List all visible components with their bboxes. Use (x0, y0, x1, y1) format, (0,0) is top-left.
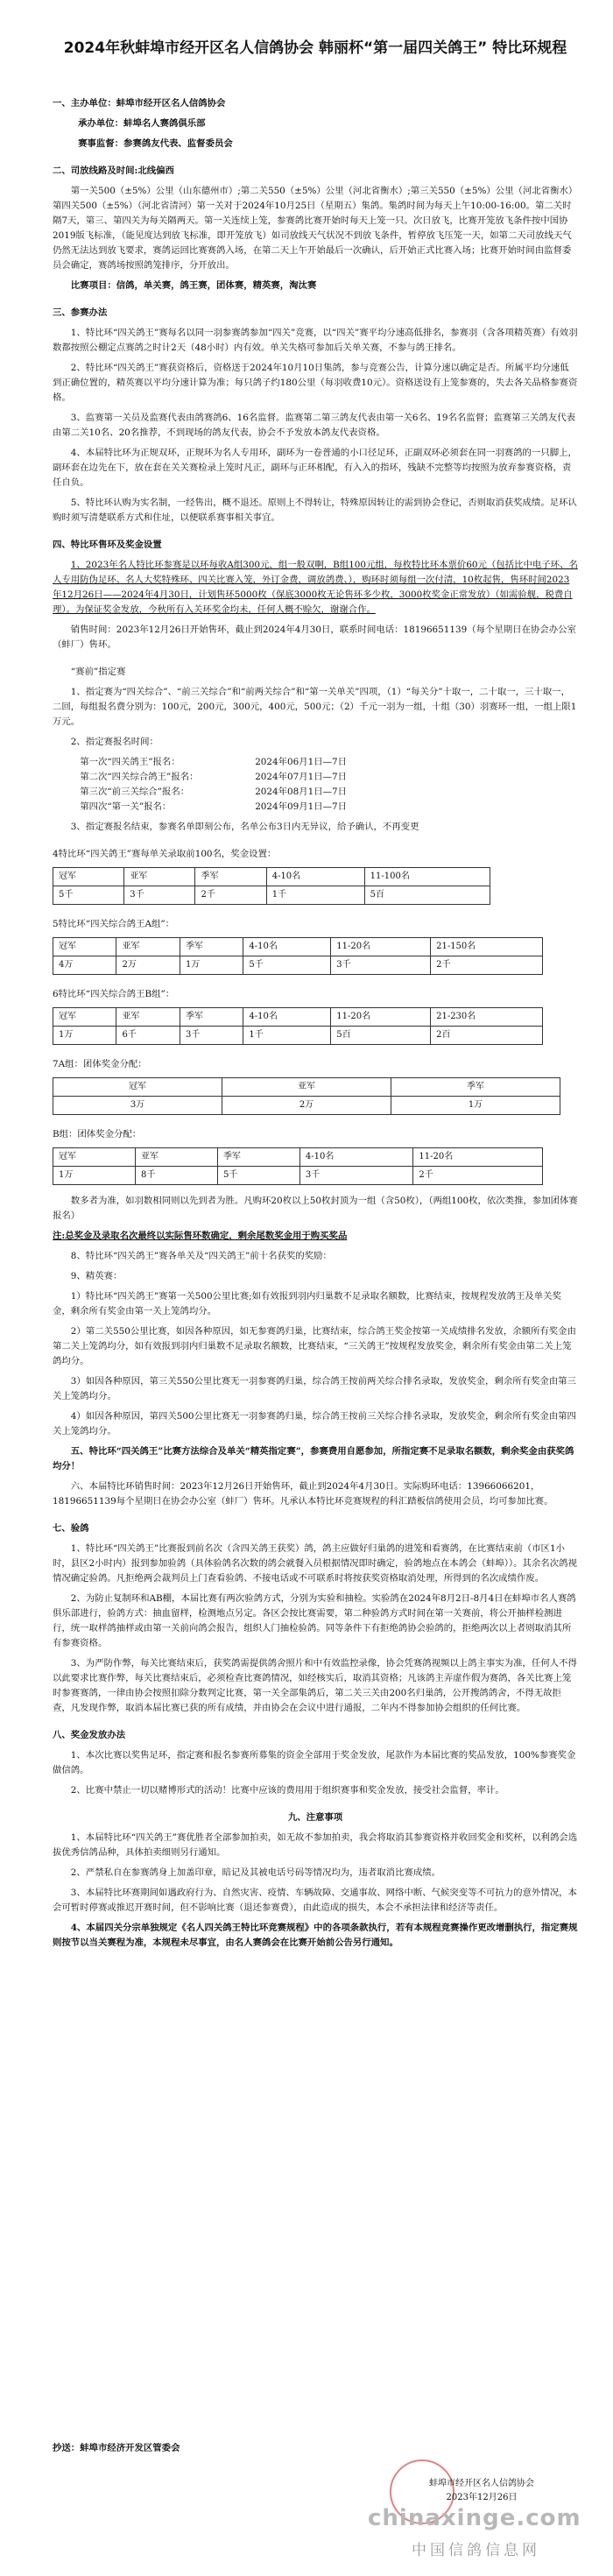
table-header-row: 冠军 亚军 季军 4-10名 11-100名 (53, 868, 490, 886)
section-inspection: 七、验鸽 (53, 1523, 89, 1534)
team-note: 数多者为准，如羽数相同则以先到者为胜。凡购环20枚以上50枚封顶为一组（含50枚），（两组100枚，依次类推，参加团体赛报名） (53, 1196, 578, 1221)
table-header-row: 冠军 亚军 季军 (53, 1078, 560, 1097)
table-header-row: 冠军 亚军 季军 4-10名 11-20名 (53, 1148, 543, 1167)
table-caption: 5特比环“四关综合鸽王A组”： (53, 919, 175, 929)
table-caption: 7A组：团体奖金分配： (53, 1059, 147, 1069)
inspection-paragraph: 2、为防止复制环和AB棚，本届比赛有两次验鸽方式，分别为实验和抽检。实验鸽在2024年8月2日-8月4日在蚌埠市名人赛鸽俱乐部进行，验鸽方式：抽血留样，检测地点另定。各区会按比赛需要，第二种验鸽方式时间在第一关赛前，将公开抽样检测进行，统一取样鸽抽样或由第一关前向鸽会报告，组织人门抽检验鸽。同等条件下有拒绝鸽协会验鸽的，拒绝两次以上者则取消其所有参赛资格。 (53, 1593, 576, 1648)
section-organizers: 一、主办单位：蚌埠市经开区名人信鸽协会 (53, 98, 226, 109)
team-table-b (53, 1147, 543, 1185)
signature-block (368, 2477, 595, 2505)
elite-paragraph: 1）特比环“四关鸽王”赛第一关500公里比赛;如有效报到羽内归巢数不足录取名额数，比赛结束，按规程发放鸽王及单关奖金，剩余所有奖金由第一关上笼鸽均分。 (53, 1291, 561, 1316)
rules-paragraph: 4、本届特比环为正规双环，正规环为名人专用环，副环为一卷普通的小口径足环，正副双环必须套在同一羽赛鸽的一只脚上，副环套在边先在下，放在套在关关赛检录上笼时凡正，副环与正环相配，有入入的指环，残缺不完整等均按照为放弃参赛资格，责任自负。 (53, 448, 577, 488)
inspection-paragraph: 1、特比环“四关鸽王”比赛报到前名次（含四关鸽王获奖）鸽，鸽主应做好归巢鸽的进笼和看赛鸽，在比赛结束前（市区1小时，县区2小时内）报到参加验鸽（具体验鸽名次数的鸽会就餐入员根据情况即时确定，验鸽地点在本鸽会（蚌埠））。其余名次鸽视情况确定验鸽。凡拒绝两会裁判员上门查看验鸽、不接电话或不可联系时将按获奖资格取消处理，所得到的名次成绩作废。 (53, 1543, 577, 1584)
schedule-row: 第三次“前三关综合”报名： 2024年08月1日—7日 (80, 787, 348, 797)
rules-paragraph: 1、特比环“四关鸽王”赛每名以同一羽参赛鸽参加“四关”竞赛，以“四关”赛平均分速高低排名，参赛羽（含各项精英赛）有效羽数都按照公棚定点赛鸽之时计2天（48小时）内有效。单关失格可参加后关单关赛，不参与鸽王排名。 (53, 328, 578, 353)
copy-to-line: 抄送：蚌埠市经济开发区管委会 (53, 2443, 180, 2453)
watermark-url: chinaxinge.com (368, 2505, 581, 2531)
inspection-paragraph: 3、为严防作弊，每关比赛结束后，获奖鸽需提供鸽舍照片和中有效监控录像，协会凭赛鸽视频以上鸽主事实为准，任何人不得以此要求比赛作弊，每关比赛结束后，必须检查比赛鸽情况，如经核实后，取消其资格；凡该鸽主弄虚作假为赛鸽，各关比赛上笼时参赛赛鸽，一律由协会按照扣除分数判定比赛，第一关全部集鸽后，第二关三关由200名归巢鸽，公开搜鸽鸽舍，不得无故拒查，凡发现作弊，取消本届比赛已获的所有成绩，并由协会在会议中进行通报，二年内不得参加协会组织的任何比赛。 (53, 1658, 577, 1713)
section-prizes: 四、特比环售环及奖金设置 (53, 540, 162, 550)
table-header-row: 冠军 亚军 季军 4-10名 11-20名 21-230名 (53, 1008, 543, 1027)
document-title: 2024年秋蚌埠市经开区名人信鸽协会 韩丽杯“第一届四关鸽王” 特比环规程 (63, 39, 567, 57)
table-caption: 4特比环“四关鸽王”赛每单关录取前100名，奖金设置： (53, 849, 277, 859)
table-caption: 6特比环“四关综合鸽王B组”： (53, 989, 175, 999)
watermark-site-name: 中国信鸽信息网 (412, 2542, 540, 2559)
designated-paragraph: 2、指定赛报名时间： (70, 737, 159, 747)
elite-paragraph: 4）如因各种原因，第四关500公里比赛无一羽参赛鸽归巢，综合鸽王按前三关综合排名录取，发放奖金，剩余所有奖金由第四关上笼鸽均分。 (53, 1411, 576, 1436)
signature-org: 蚌埠市经开区名人信鸽协会 (429, 2479, 534, 2488)
organizer-line: 承办单位：蚌埠名人赛鸽俱乐部 (78, 118, 206, 129)
schedule-row: 第二次“四关综合鸽王”报名： 2024年07月1日—7日 (80, 772, 348, 782)
registration-schedule (53, 755, 578, 815)
sales-time-paragraph: 六、本届特比环销售时间：2023年12月26日开始售环，截止到2024年4月30日。实际购环电话：13966066201，18196651139每个星期日在协会办公室（蚌厂）售环。凡承认本特比环竞赛规程的科汇踏板信鸽使用会员，均可参加比赛。 (53, 1481, 553, 1507)
table-header-row: 冠军 亚军 季军 4-10名 11-20名 21-150名 (53, 938, 543, 956)
section-payout: 八、奖金发放办法 (53, 1730, 126, 1740)
payout-paragraph: 2、比赛中禁止一切以赌博形式的活动！比赛中应该的费用用于组织赛事和奖金发放，接受社会监督，率计。 (70, 1785, 504, 1796)
signature-date: 2023年12月26日 (446, 2493, 518, 2502)
sales-paragraph: 销售时间：2023年12月26日开始售环，截止到2024年4月30日，联系时间电话：18196651139（每个星期日在协会办公室（蚌厂）售环。 (53, 625, 576, 650)
schedule-row: 第一次“四关鸽王”报名： 2024年06月1日—7日 (80, 757, 348, 767)
designated-paragraph: 1、指定赛为“四关综合”、“前三关综合”和“前两关综合”和“第一关单关”四项，（1）“每关分”十取一，二十取一，三十取一，二回，每组报名费分别为：100元，200元，300元，400元，500元；（2）千元一羽为一组，十组（30）羽赛环一组，一组上限1万元。 (53, 687, 577, 727)
elite-paragraph: 8、特比环“四关鸽王”赛各单关及“四关鸽王”前十名获奖的奖励： (70, 1251, 332, 1261)
elite-paragraph: 2）第二关550公里比赛，如因各种原因，如无参赛鸽归巢，比赛结束，综合鸽王奖金按第一关成绩排名发放，余额所有奖金由第二关上笼鸽均分，如有效报到羽内归巢数不足录取名额数，比赛结束，“三关鸽王”按规程发放奖金，剩余所有奖金由第二关上笼鸽均分。 (53, 1326, 576, 1366)
payout-paragraph: 1、本次比赛以奖售足环，指定赛和报名参赛所募集的资金全部用于奖金发放，尾款作为本届比赛的奖品发放，100%参赛奖金做信鸽。 (53, 1750, 576, 1775)
section-notes: 九、注意事项 (287, 1812, 343, 1823)
table-row: 4万 2万 1万 5千 3千 2千 (53, 956, 543, 975)
prize-table-single (53, 867, 490, 905)
table-row: 1万 8千 5千 3千 2千 (53, 1167, 543, 1185)
organizer-line: 赛事监督：参赛鸽友代表、监督委员会 (78, 138, 233, 149)
table-row: 3万 2万 1万 (53, 1097, 560, 1115)
rules-paragraph: 5、特比环认购为实名制，一经售出，概不退还。原则上不得转让，特殊原因转让的需到协会登记，否则取消获奖成绩。足环认购时须写清楚联系方式和住址，以便联系赛事相关事宜。 (53, 498, 577, 523)
prize-paragraph: 1、2023年名人特比环参赛是以环每收A组300元，组一般双啊，B组100元组，每枚特比环本票价60元（包括比中电子环、名人专用防伪足环、名人大奖特殊环、四关比赛入笼，外订金费，调放鸽费、），购环时须每组一次付清，10枚起售，售环时间2023年12月26日——2024年4月30日，计划售环5000枚（保底3000枚无论售环多少枚，3000枚奖金正常发放）（如需验舰，税费自理）。为保证奖金发放，今秋所有入关环奖金均未，任何人概不赊欠，谢谢合作。 (53, 560, 578, 615)
schedule-row: 第四次“第一关”报名： 2024年09月1日—7日 (80, 801, 348, 812)
prize-note: 注:总奖金及录取名次最终以实际售环数确定，剩余尾数奖金用于购买奖品 (53, 1231, 348, 1241)
table-caption: B组：团体奖金分配： (53, 1129, 142, 1140)
section-rules: 三、参赛办法 (53, 307, 108, 318)
prize-table-b (53, 1007, 543, 1045)
section-route: 二、司放线路及时间:北线偏西 (53, 166, 174, 176)
table-row: 1万 6千 3千 1千 5百 2百 (53, 1027, 543, 1045)
notes-paragraph: 4、本届四关分宗单独规定《名人四关鸽王特比环竞赛规程》中的各项条款执行，若有本规程竞赛操作更改增删执行，指定赛规则按节以当关赛程为准，本规程未尽事宜，由名人赛鸽会在比赛开始前公告另行通知。 (53, 1923, 578, 1948)
designated-heading: “赛前”指定赛 (70, 667, 126, 677)
events-paragraph: 比赛项目：信鸽，单关赛，鸽王赛，团体赛，精英赛，淘汰赛 (70, 280, 317, 291)
route-paragraph: 第一关500（±5%）公里（山东德州市）;第二关550（±5%）公里（河北省衡水）;第三关550（±5%）公里（河北省衡水）第四关500（±5%）（河北省清河）第一关对于2024年10月25日（星期五）集鸽。集鸽时间为每天上午10:00-16:00。第二关时隔7天，第三、第四关为每关隔两天。第一关连续上笼，参赛鸽比赛开始时每天上笼一只。次日放飞，比赛开笼放飞条件按中国协2019版飞标准，（能见度达到放飞标准，即开笼放飞）如司放线天气状况不到放飞条件，暂停放飞压笼一天，如第二天司放线天气仍然无法达到放飞要求，赛鸽运回比赛赛鸽入场，在第二天上午开始最后一次确认，后开始正式比赛入场；比赛开始时间由监督委员会确定，赛鸽场按照鸽笼排序，分开放出。 (53, 186, 578, 271)
elite-paragraph: 9、精英赛： (70, 1271, 123, 1281)
notes-paragraph: 1、本届特比环“四关鸽王”赛优胜者全部参加拍卖，如无故不参加拍卖，我会将取消其参赛资格并收回奖金和奖杯，以利鸽会选拔优秀信鸽品种，具体拍卖细则另行通知。 (53, 1832, 578, 1858)
designated-paragraph: 3、指定赛报名结束，参赛名单即刻公布，名单公布3日内无异议，给予确认，不再变更 (70, 822, 419, 832)
notes-paragraph: 2、严禁私自在参赛鸽身上加盖印章，暗记及其被电话号码等情况均为，违者取消比赛成绩。 (70, 1867, 441, 1878)
document-body (53, 35, 578, 1956)
elite-paragraph: 3）如因各种原因，第三关550公里比赛无一羽参赛鸽归巢，综合鸽王按前两关综合排名录取，发放奖金，剩余所有奖金由第三关上笼鸽均分。 (53, 1376, 576, 1401)
notes-paragraph: 3、本届特比环赛期间如遇政府行为、自然灾害、疫情、车辆故障、交通事故、网络中断、气候突变等不可抗力的意外情况，本会可暂时停赛或推迟开赛时间，但不影响比赛（退还参赛费），由此造成的损失，本会不承担法律和经济等责任。 (53, 1888, 577, 1913)
method-paragraph: 五、特比环“四关鸽王”比赛方法综合及单关“精英指定赛”，参赛费用自愿参加，所指定赛不足录取名额数，剩余奖金由获奖鸽均分！ (53, 1446, 574, 1471)
rules-paragraph: 2、特比环“四关鸽王”赛获资格后，资格送于2024年10月10日集鸽，参与竞赛公告，计算分速以确定是否。所属平均分速低到正确位置的，精英赛以平均分速计算为准；每只鸽子约180公里（每羽收费10元）。资格送设有上笼参赛的，失去各关品格参赛资格。 (53, 363, 578, 403)
rules-paragraph: 3、监赛第一关员及监赛代表由鸽赛鸽6、16名监督。监赛第二第三鸽友代表由第一关6名、19名名监督；监赛第三关鸽友代表由第二关10名、20名推荐，不到现场的鸽友代表，协会不予发放本鸽友代表资格。 (53, 413, 575, 438)
team-table-a (53, 1077, 560, 1115)
prize-table-a (53, 937, 543, 975)
table-row: 5千 3千 2千 1千 5百 (53, 886, 490, 905)
